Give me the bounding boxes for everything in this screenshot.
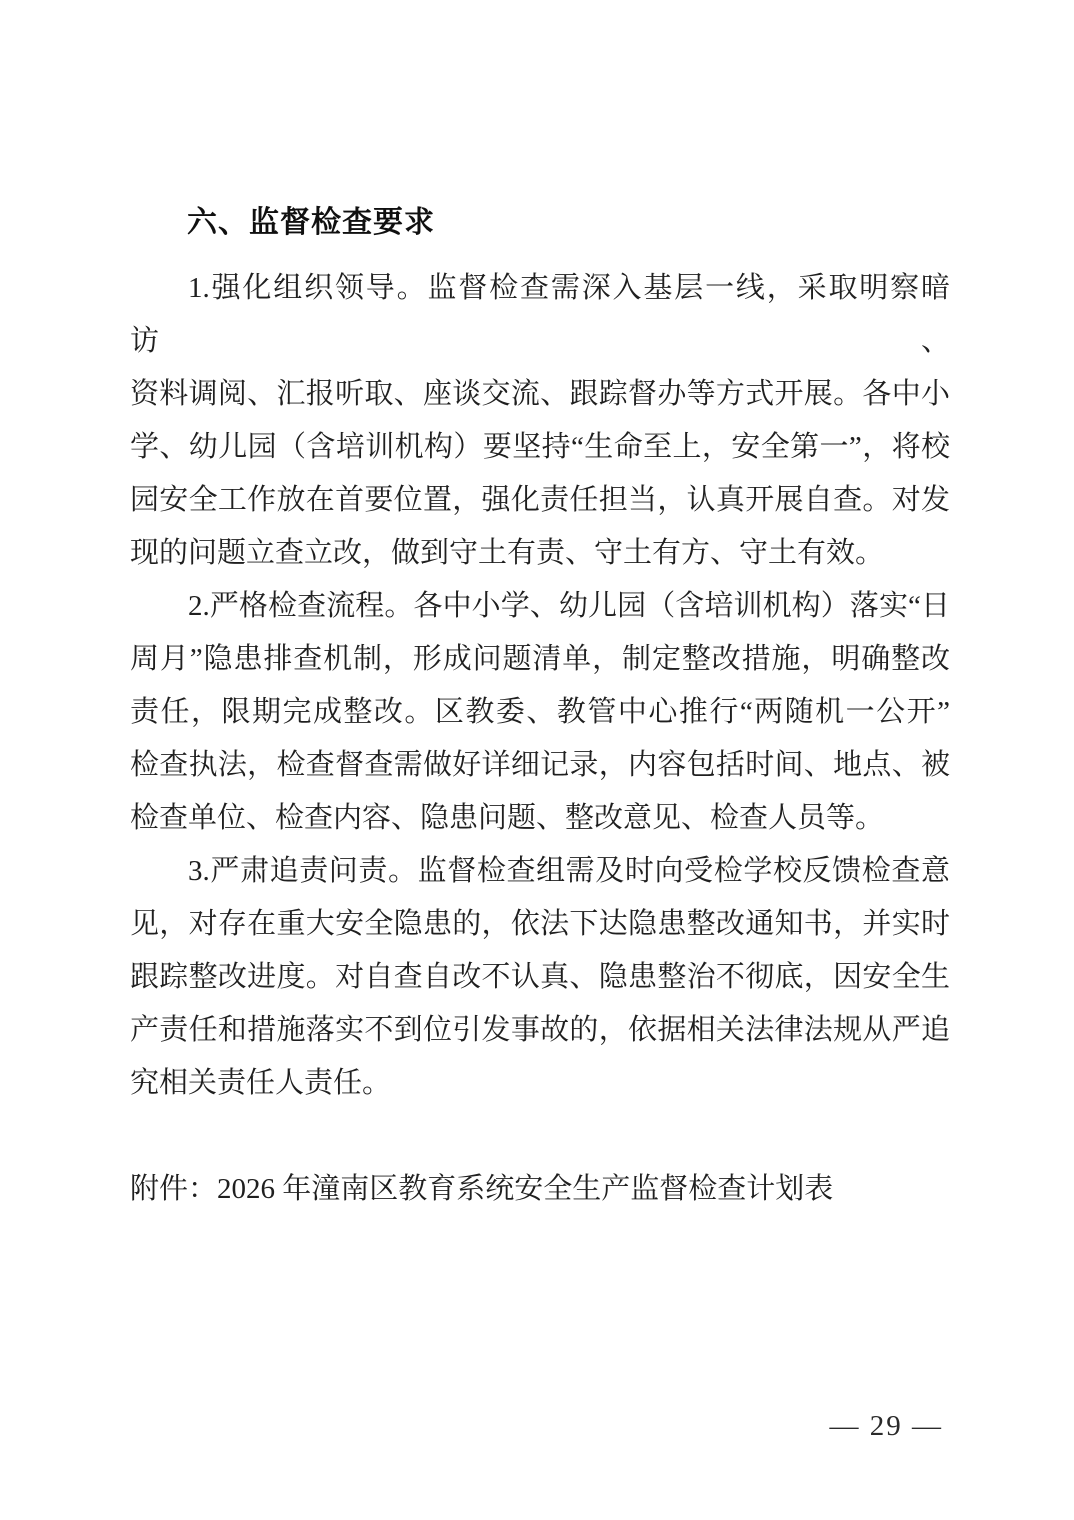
body-line: 园安全工作放在首要位置，强化责任担当，认真开展自查。对发: [130, 484, 950, 516]
body-line: 资料调阅、汇报听取、座谈交流、跟踪督办等方式开展。各中小: [130, 378, 950, 410]
document-body: [130, 196, 950, 1216]
body-line: 责任，限期完成整改。区教委、教管中心推行“两随机一公开”: [130, 696, 950, 728]
paragraph-2: [130, 580, 950, 845]
body-line: 2.严格检查流程。各中小学、幼儿园（含培训机构）落实“日: [188, 590, 950, 622]
page-number: — 29 —: [829, 1410, 943, 1442]
body-line: 跟踪整改进度。对自查自改不认真、隐患整治不彻底，因安全生: [130, 961, 950, 993]
body-line: 3.严肃追责问责。监督检查组需及时向受检学校反馈检查意: [188, 855, 950, 887]
paragraph-3: [130, 845, 950, 1110]
body-line: 1.强化组织领导。监督检查需深入基层一线，采取明察暗访、: [130, 272, 950, 357]
body-line: 现的问题立查立改，做到守土有责、守土有方、守土有效。: [130, 537, 885, 569]
paragraph-1: [130, 262, 950, 580]
body-line: 见，对存在重大安全隐患的，依法下达隐患整改通知书，并实时: [130, 908, 950, 940]
body-line: 检查执法，检查督查需做好详细记录，内容包括时间、地点、被: [130, 749, 950, 781]
body-line: 检查单位、检查内容、隐患问题、整改意见、检查人员等。: [130, 802, 885, 834]
body-line: 产责任和措施落实不到位引发事故的，依据相关法律法规从严追: [130, 1014, 950, 1046]
body-line: 究相关责任人责任。: [130, 1067, 392, 1099]
body-line: 学、幼儿园（含培训机构）要坚持“生命至上，安全第一”，将校: [130, 431, 950, 463]
body-line: 周月”隐患排查机制，形成问题清单，制定整改措施，明确整改: [130, 643, 950, 675]
attachment-line: 附件：2026 年潼南区教育系统安全生产监督检查计划表: [130, 1173, 834, 1205]
section-heading: 六、监督检查要求: [187, 206, 435, 239]
